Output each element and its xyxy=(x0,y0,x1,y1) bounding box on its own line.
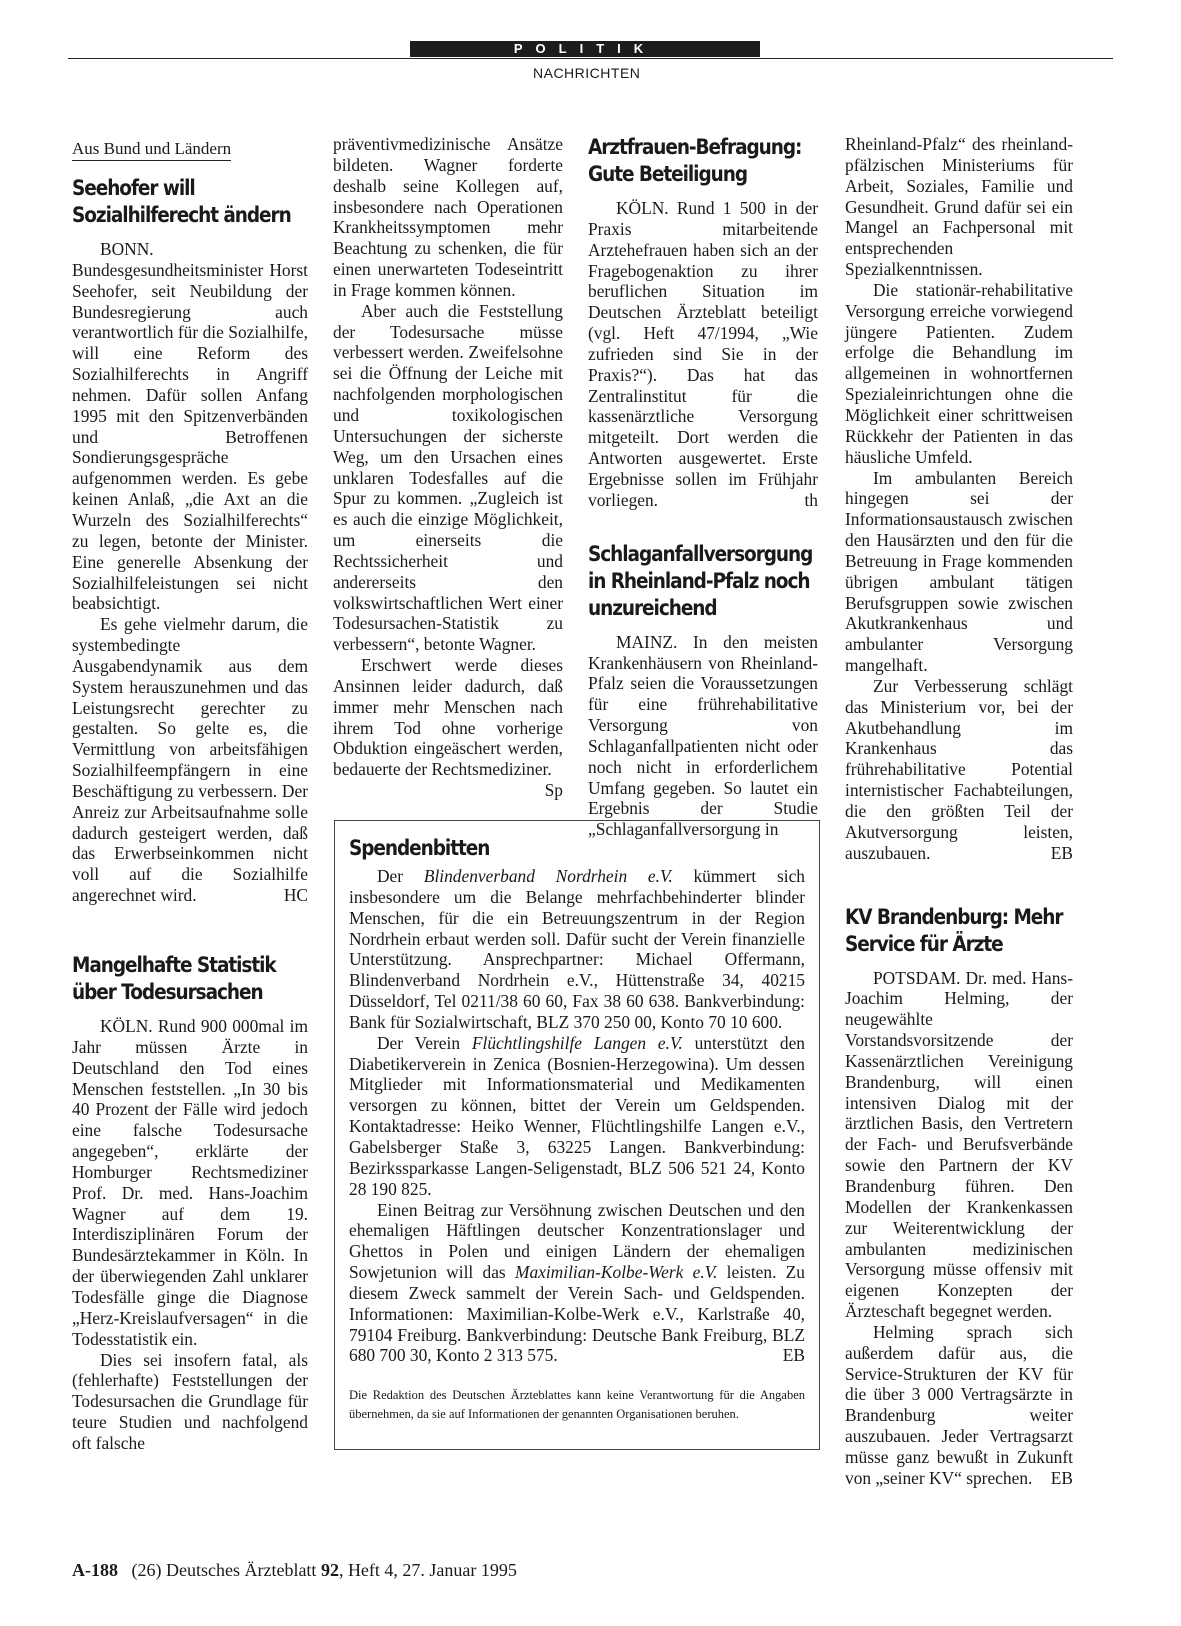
author-signature: HC xyxy=(283,885,308,906)
org-name: Flüchtlingshilfe Langen e.V. xyxy=(471,1032,683,1053)
article-body xyxy=(72,239,308,906)
kicker: Aus Bund und Ländern xyxy=(72,138,231,161)
paragraph: präventivmedizinische Ansätze bildeten. Wagner forderte deshalb seine Kollegen auf, insbesondere nach Operationen Krankheitssymptomen mehr Beachtung zu schenken, die für einen unerwarteten Todeseintritt in Frage kommen können. xyxy=(333,134,563,300)
article-statistik xyxy=(72,952,308,1454)
paragraph: Rheinland-Pfalz“ des rheinland-pfälzischen Ministeriums für Arbeit, Soziales, Familie und Gesundheit. Grund dafür sei ein Mangel an Fachpersonal mit entsprechenden Spezialkenntnissen. xyxy=(845,134,1073,280)
paragraph: Die stationär-rehabilitative Versorgung erreiche vorwiegend jüngere Patienten. Zudem erfolge die Behandlung im allgemeinen in wohnortfernen Spezialeinrichtungen ohne die Möglichkeit einer schrittweisen Rückkehr der Patienten in das häusliche Umfeld. xyxy=(845,279,1073,467)
paragraph: Der Verein Flüchtlingshilfe Langen e.V. unterstützt den Diabetikerverein in Zenica (Bosnien-Herzegowina). Um dessen Mitglieder mit Informationsmaterial und Medikamenten versorgen zu können, bittet der Verein um Geldspenden. Kontaktadresse: Heiko Wenner, Flüchtlingshilfe Langen e.V., Gabelsberger Staße 3, 63225 Langen. Bankverbindung: Bezirkssparkasse Langen-Seligenstadt, BLZ 506 521 24, Konto 28 190 825. xyxy=(349,1032,805,1199)
page-footer xyxy=(72,1560,517,1581)
headline-line: über Todesursachen xyxy=(72,980,263,1004)
paragraph: Zur Verbesserung schlägt das Ministerium vor, bei der Akutbehandlung im Krankenhaus das frührehabilitative Potential internistischer Fachabteilungen, die den größten Teil der Akutversorgung leisten, auszubauen. EB xyxy=(845,675,1073,863)
article-body xyxy=(588,632,818,840)
headline-line: Schlaganfallversorgung xyxy=(588,541,813,566)
issue-info-prefix: (26) Deutsches Ärzteblatt xyxy=(131,1560,321,1580)
paragraph: Der Blindenverband Nordrhein e.V. kümmert sich insbesondere um die Belange mehrfachbehinderter blinder Menschen, für die ein Betreuungszentrum in der Region Nordrhein erbaut werden soll. Dafür sucht der Verein finanzielle Unterstützung. Ansprechpartner: Michael Offermann, Blindenverband Nordrhein e.V., Hüttenstraße 34, 40215 Düsseldorf, Tel 0211/38 60 60, Fax 38 60 638. Bankverbindung: Bank für Sozialwirtschaft, BLZ 370 250 00, Konto 70 10 600. xyxy=(349,866,805,1032)
paragraph: KÖLN. Rund 900 000mal im Jahr müssen Ärzte in Deutschland den Tod eines Menschen feststellen. „In 30 bis 40 Prozent der Fälle wird jedoch eine falsche Todesursache angegeben“, erklärte der Homburger Rechtsmediziner Prof. Dr. med. Hans-Joachim Wagner auf dem 19. Interdisziplinären Forum der Bundesärztekammer in Köln. In der überwiegenden Zahl unklarer Todesfälle ginge die Diagnose „Herz-Kreislaufversagen“ in die Todesstatistik ein. xyxy=(72,1016,308,1349)
section-label: POLITIK xyxy=(410,41,760,57)
article-body xyxy=(588,198,818,511)
headline-line: Seehofer will xyxy=(72,176,195,200)
issue-info-suffix: , Heft 4, 27. Januar 1995 xyxy=(338,1560,517,1580)
paragraph: KÖLN. Rund 1 500 in der Praxis mitarbeitende Arztehefrauen haben sich an der Fragebogenaktion zu ihrer beruflichen Situation im Deutschen Ärzteblatt beteiligt (vgl. Heft 47/1994, „Wie zufrieden sind Sie in der Praxis?“). Das hat das Zentralinstitut für die kassenärztliche Versorgung mitgeteilt. Dort werden die Antworten ausgewertet. Erste Ergebnisse sollen im Frühjahr vorliegen. th xyxy=(588,198,818,510)
paragraph: POTSDAM. Dr. med. Hans-Joachim Helming, der neugewählte Vorstandsvorsitzende der Kassenärztlichen Vereinigung Brandenburg, will einen intensiven Dialog mit der ärztlichen Basis, den Vertretern der Fach- und Berufsverbände sowie den Partnern der KV Brandenburg führen. Den Modellen der Krankenkassen zur Weiterentwicklung der ambulanten medizinischen Versorgung müsse offensiv mit eigenen Konzepten der Ärzteschaft begegnet werden. xyxy=(845,967,1073,1322)
paragraph: BONN. Bundesgesundheitsminister Horst Seehofer, seit Neubildung der Bundesregierung auch verantwortlich für die Sozialhilfe, will eine Reform des Sozialhilferechts in Angriff nehmen. Dafür sollen Anfang 1995 mit den Spitzenverbänden und Betroffenen Sondierungsgespräche aufgenommen werden. Es gebe keinen Anlaß, „die Axt an die Wurzeln des Sozialhilferechts“ zu legen, betonte der Minister. Eine generelle Absenkung der Sozialhilfeleistungen sei nicht beabsichtigt. xyxy=(72,239,308,614)
headline-line: KV Brandenburg: Mehr xyxy=(845,904,1063,929)
headline-line: Arztfrauen-Befragung: xyxy=(588,135,802,159)
subsection-label: NACHRICHTEN xyxy=(533,65,641,81)
org-name: Blindenverband Nordrhein e.V. xyxy=(423,866,673,886)
article-body-continued xyxy=(845,134,1073,864)
volume-number: 92 xyxy=(320,1560,339,1580)
org-name: Maximilian-Kolbe-Werk e.V. xyxy=(514,1262,718,1283)
paragraph: Helming sprach sich außerdem dafür aus, die Service-Strukturen der KV für die über 3 000 Vertragsärzte in Brandenburg weiter auszubauen. Jeder Vertragsarzt müsse ganz bewußt in Zukunft von „seiner KV“ sprechen. EB xyxy=(845,1321,1073,1488)
column-4 xyxy=(845,134,1073,1489)
disclaimer-note: Die Redaktion des Deutschen Ärzteblattes kann keine Verantwortung für die Angaben übernehmen, da sie auf Informationen der genannten Organisationen beruhen. xyxy=(349,1388,805,1422)
article-body xyxy=(845,968,1073,1489)
column-2 xyxy=(333,134,563,801)
article-seehofer xyxy=(72,175,308,906)
headline xyxy=(72,175,291,229)
headline xyxy=(845,904,1063,958)
paragraph: MAINZ. In den meisten Krankenhäusern von Rheinland-Pfalz seien die Voraussetzungen für eine frührehabilitative Versorgung von Schlaganfallpatienten nicht oder noch nicht in erforderlichem Umfang gegeben. So lautet ein Ergebnis der Studie „Schlaganfallversorgung in xyxy=(588,631,818,840)
headline xyxy=(588,134,802,188)
box-headline: Spendenbitten xyxy=(349,836,490,860)
headline-line: Service für Ärzte xyxy=(845,931,1003,956)
article-kv-brandenburg xyxy=(845,904,1073,1489)
article-arztfrauen xyxy=(588,134,818,511)
headline-line: Mangelhafte Statistik xyxy=(72,953,276,977)
author-signature: EB xyxy=(1050,1467,1073,1488)
article-schlaganfall xyxy=(588,541,818,840)
headline-line: Gute Beteiligung xyxy=(588,162,747,186)
headline xyxy=(72,952,280,1006)
article-body xyxy=(72,1016,308,1454)
column-1 xyxy=(72,138,308,1454)
paragraph: Dies sei insofern fatal, als (fehlerhafte) Feststellungen der Todesursachen die Grundlage für teure Studien und nachfolgend oft falsche xyxy=(72,1349,308,1453)
header-rule xyxy=(68,58,1113,59)
paragraph: Einen Beitrag zur Versöhnung zwischen Deutschen und den ehemaligen Häftlingen deutscher Konzentrationslager und Ghettos in Polen und einigen Ländern der ehemaligen Sowjetunion will das Maximilian-Kolbe-Werk e.V. leisten. Zu diesem Zweck sammelt der Verein Sach- und Geldspenden. Informationen: Maximilian-Kolbe-Werk e.V., Karlstraße 40, 79104 Freiburg. Bankverbindung: Deutsche Bank Freiburg, BLZ 680 700 30, Konto 2 313 575. EB xyxy=(349,1199,805,1366)
paragraph: Es gehe vielmehr darum, die systembedingte Ausgabendynamik aus dem System herauszunehmen und das Leistungsrecht gerechter zu gestalten. So gelte es, die Vermittlung von arbeitsfähigen Sozialhilfeempfängern in eine Beschäftigung zu verbessern. Der Anreiz zur Arbeitsaufnahme solle dadurch gesteigert werden, daß das Erwerbseinkommen nicht voll auf die Sozialhilfe angerechnet wird. HC xyxy=(72,614,308,906)
paragraph: Im ambulanten Bereich hingegen sei der Informationsaustausch zwischen den Hausärzten und den für die Betreuung in Frage kommenden übrigen ambulant tätigen Berufsgruppen sowie zwischen Akutkrankenhaus und ambulanter Versorgung mangelhaft. xyxy=(845,467,1073,676)
paragraph: Aber auch die Feststellung der Todesursache müsse verbessert werden. Zweifelsohne sei die Öffnung der Leiche mit nachfolgenden morphologischen und toxikologischen Untersuchungen der sicherste Weg, um den Ursachen eines unklaren Todesfalles auf die Spur zu kommen. „Zugleich ist es auch die einzige Möglichkeit, um einerseits die Rechtssicherheit und andererseits den volkswirtschaftlichen Wert einer Todesursachen-Statistik zu verbessern“, betonte Wagner. xyxy=(333,300,563,655)
donation-box xyxy=(334,820,820,1450)
author-signature: Sp xyxy=(544,780,563,801)
headline xyxy=(588,541,813,622)
author-signature: EB xyxy=(1050,842,1073,863)
author-signature: th xyxy=(804,489,818,510)
column-3 xyxy=(588,134,818,840)
author-signature: EB xyxy=(782,1345,805,1366)
headline-line: Sozialhilferecht ändern xyxy=(72,203,291,227)
article-body-continued xyxy=(333,134,563,801)
headline-line: unzureichend xyxy=(588,595,717,620)
headline-line: in Rheinland-Pfalz noch xyxy=(588,568,810,593)
page-number: A-188 xyxy=(72,1560,118,1580)
paragraph: Erschwert werde dieses Ansinnen leider dadurch, daß immer mehr Menschen nach ihrem Tod ohne vorherige Obduktion eingeäschert werden, bedauerte der Rechtsmediziner. Sp xyxy=(333,655,563,801)
box-body xyxy=(349,866,805,1366)
